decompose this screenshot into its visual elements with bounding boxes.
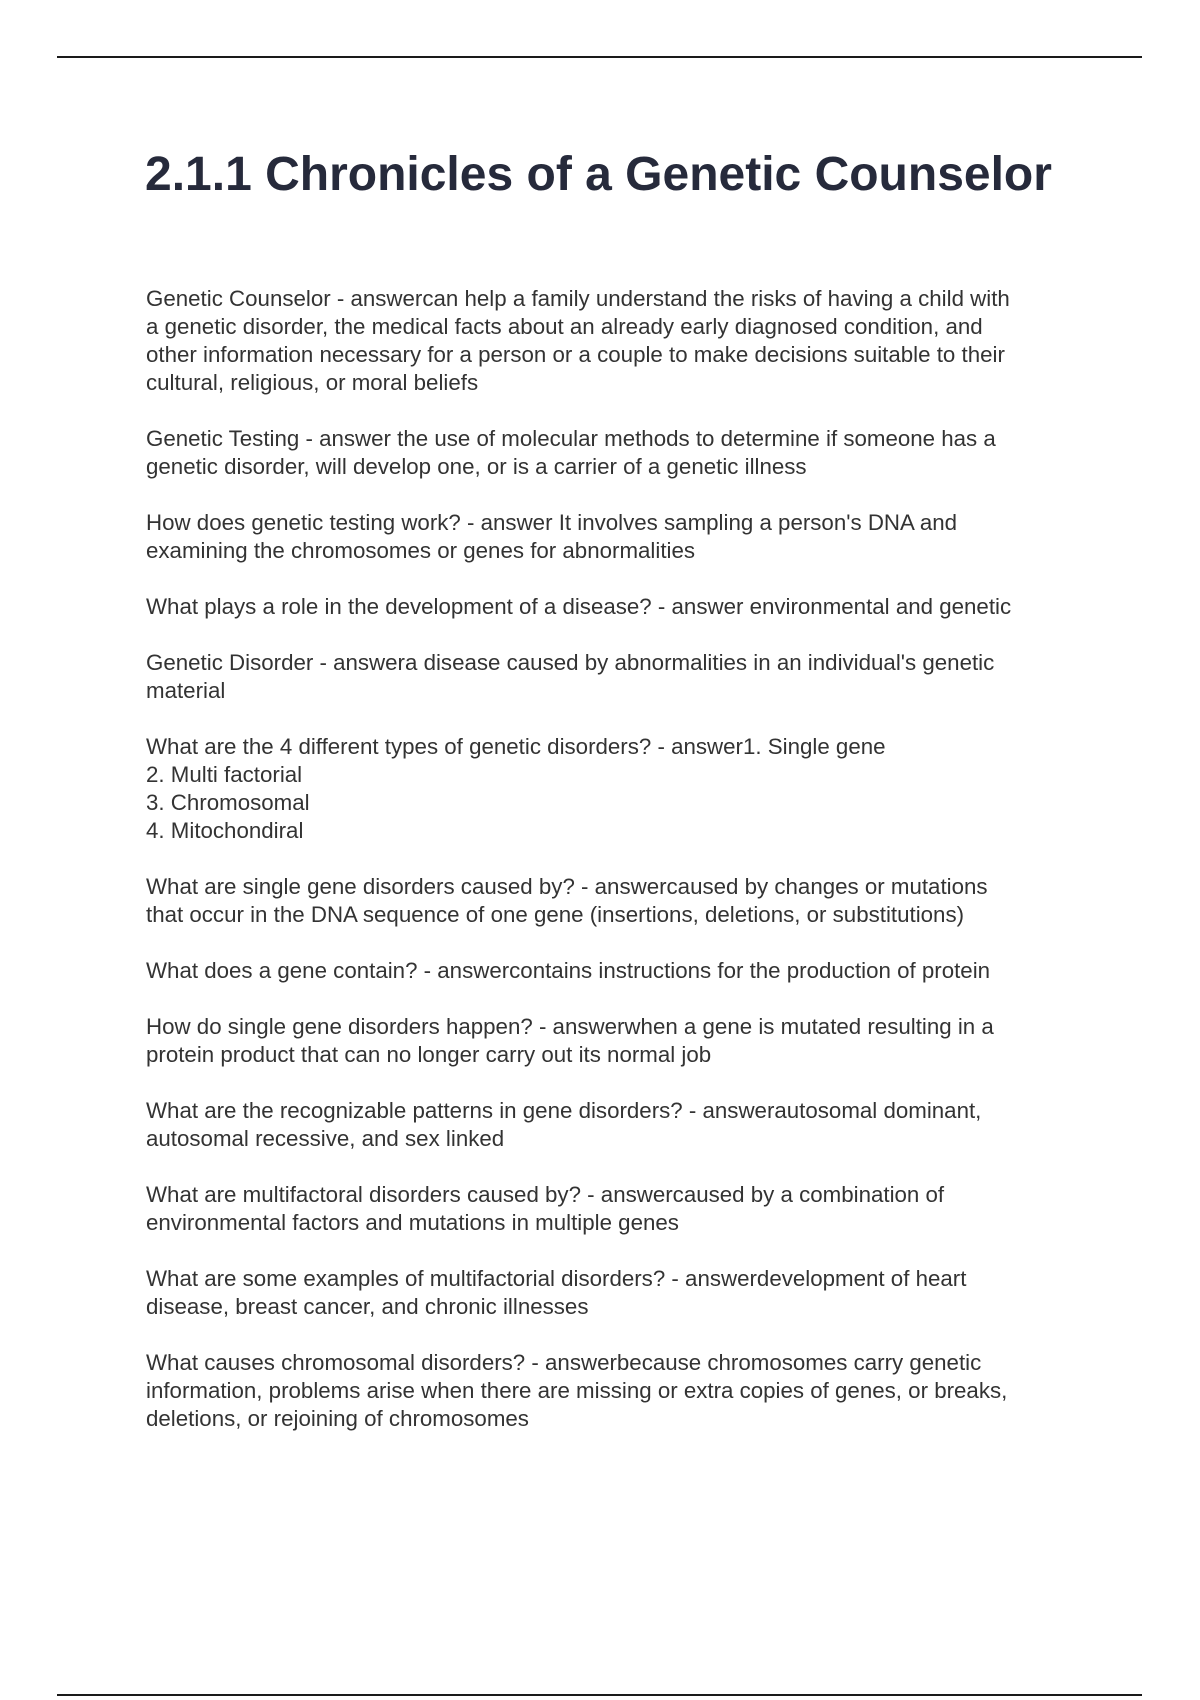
qa-entry: What are some examples of multifactorial disorders? - answerdevelopment of heart disease, breast cancer, and chronic illnesses [146, 1266, 967, 1319]
qa-entry: What are multifactoral disorders caused by? - answercaused by a combination of environmental factors and mutations in multiple genes [146, 1182, 945, 1235]
qa-entry: Genetic Counselor - answercan help a family understand the risks of having a child with a genetic disorder, the medical facts about an already early diagnosed condition, and other information necessary for a person or a couple to make decisions suitable to their cultural, religious, or moral beliefs [146, 286, 1010, 395]
qa-entry: How does genetic testing work? - answer It involves sampling a person's DNA and examining the chromosomes or genes for abnormalities [146, 510, 958, 563]
qa-entry: What causes chromosomal disorders? - answerbecause chromosomes carry genetic information, problems arise when there are missing or extra copies of genes, or breaks, deletions, or rejoining of chromosomes [146, 1350, 1008, 1431]
page-title: 2.1.1 Chronicles of a Genetic Counselor [145, 148, 1052, 201]
qa-entry: What are the recognizable patterns in gene disorders? - answerautosomal dominant, autosomal recessive, and sex linked [146, 1098, 982, 1151]
qa-entry: How do single gene disorders happen? - answerwhen a gene is mutated resulting in a protein product that can no longer carry out its normal job [146, 1014, 994, 1067]
qa-entry: What does a gene contain? - answercontains instructions for the production of protein [146, 958, 991, 983]
qa-entry: What plays a role in the development of a disease? - answer environmental and genetic [146, 594, 1012, 619]
header-rule [57, 56, 1142, 58]
qa-entry: Genetic Disorder - answera disease caused by abnormalities in an individual's genetic material [146, 650, 995, 703]
qa-entry: Genetic Testing - answer the use of molecular methods to determine if someone has a genetic disorder, will develop one, or is a carrier of a genetic illness [146, 426, 996, 479]
qa-entry: What are the 4 different types of genetic disorders? - answer1. Single gene 2. Multi factorial 3. Chromosomal 4. Mitochondiral [146, 734, 886, 843]
document-body [146, 285, 1086, 1461]
qa-entry: What are single gene disorders caused by? - answercaused by changes or mutations that occur in the DNA sequence of one gene (insertions, deletions, or substitutions) [146, 874, 988, 927]
footer-rule [57, 1694, 1142, 1696]
